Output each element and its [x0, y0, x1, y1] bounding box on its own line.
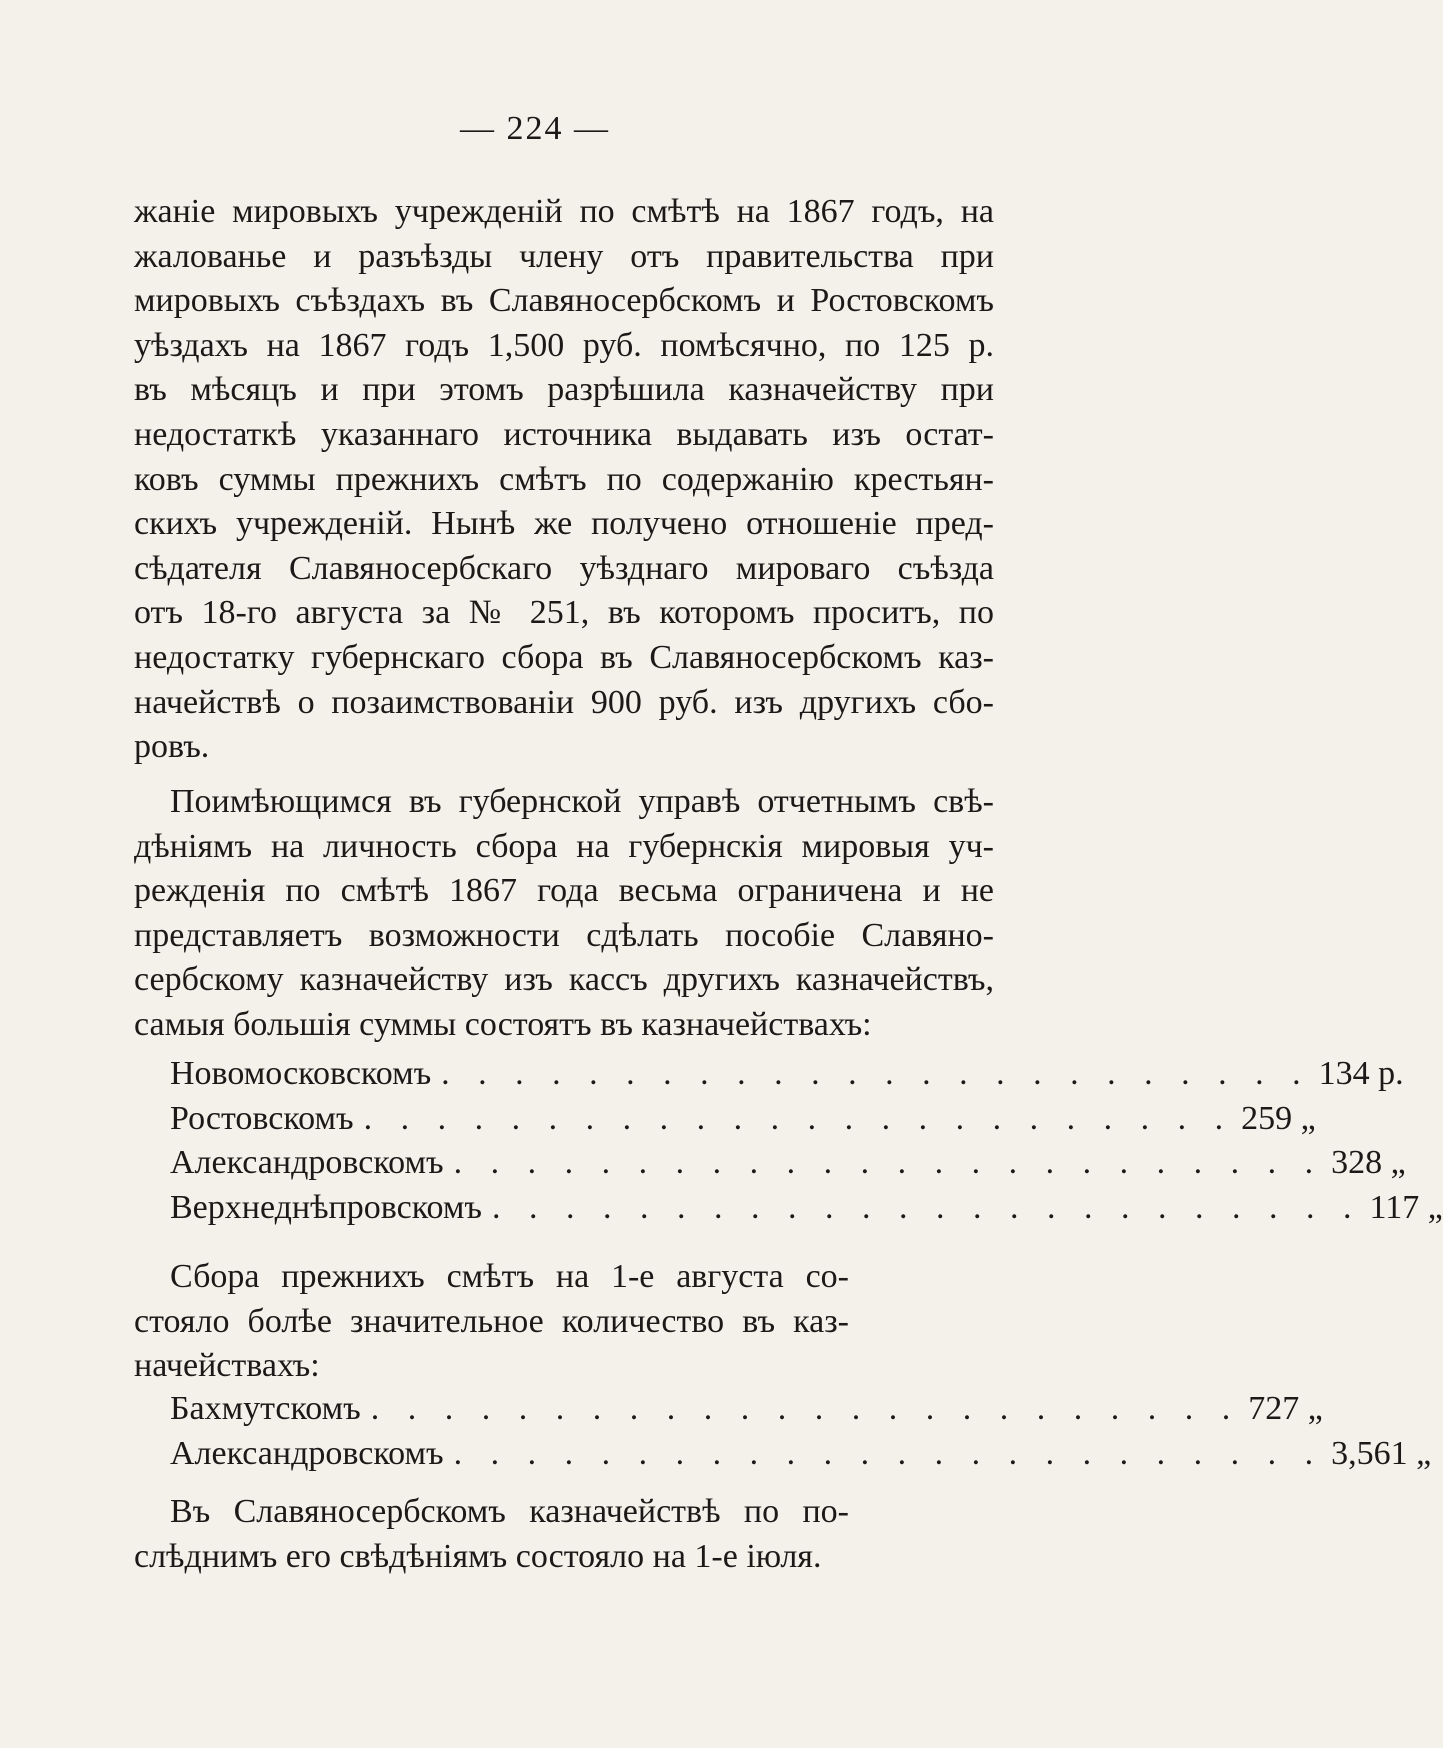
treasury-amount: 259 „ — [1241, 1099, 1316, 1137]
text-line: жалованье и разъѣзды члену отъ правительства при — [134, 237, 994, 275]
text-line: Сбора прежнихъ смѣтъ на 1-е августа со- — [170, 1258, 849, 1295]
treasury-amount: 727 „ — [1248, 1390, 1323, 1427]
paragraph-1 — [134, 190, 994, 770]
paragraph-2 — [134, 780, 994, 1048]
leader-dots: . . . . . . . . . . . . . . . . . . . . . . . . — [370, 1390, 1241, 1427]
page-number: — 224 — — [460, 110, 610, 147]
text-line: представляетъ возможности сдѣлать пособіе Славяно- — [134, 916, 994, 954]
treasury-amount: 3,561 „ — [1331, 1434, 1432, 1472]
text-line: режденія по смѣтѣ 1867 года весьма ограничена и не — [134, 872, 994, 910]
text-line: начействахъ: — [134, 1347, 320, 1385]
leader-dots: . . . . . . . . . . . . . . . . . . . . . . . . — [453, 1434, 1324, 1472]
treasury-name: Бахмутскомъ — [170, 1390, 361, 1427]
list-item — [170, 1099, 1316, 1145]
text-line: жаніе мировыхъ учрежденій по смѣтѣ на 1867 годъ, на — [134, 193, 994, 230]
treasury-name: Новомосковскомъ — [170, 1055, 432, 1092]
text-line: самыя большія суммы состоятъ въ казначействахъ: — [134, 1005, 872, 1043]
treasury-list-1 — [170, 1055, 1443, 1233]
treasury-name: Александровскомъ — [170, 1144, 444, 1182]
list-item — [170, 1390, 1323, 1435]
text-line: Поимѣющимся въ губернской управѣ отчетнымъ свѣ- — [170, 783, 994, 820]
text-line: ковъ суммы прежнихъ смѣтъ по содержанію крестьян- — [134, 460, 994, 498]
text-line: начействѣ о позаимствованіи 900 руб. изъ другихъ сбо- — [134, 683, 994, 721]
paragraph-3 — [134, 1255, 849, 1389]
treasury-amount: 134 р. — [1318, 1055, 1404, 1092]
treasury-amount: 117 „ — [1369, 1188, 1443, 1226]
text-line: отъ 18-го августа за № 251, въ которомъ проситъ, по — [134, 594, 994, 632]
treasury-amount: 328 „ — [1331, 1144, 1406, 1182]
text-line: стояло болѣе значительное количество въ каз- — [134, 1302, 849, 1340]
treasury-name: Верхнеднѣпровскомъ — [170, 1188, 482, 1226]
text-line: ровъ. — [134, 728, 210, 766]
text-line: слѣднимъ его свѣдѣніямъ состояло на 1-е іюля. — [134, 1537, 822, 1575]
leader-dots: . . . . . . . . . . . . . . . . . . . . . . . . — [441, 1055, 1311, 1092]
treasury-name: Ростовскомъ — [170, 1099, 354, 1137]
leader-dots: . . . . . . . . . . . . . . . . . . . . . . . . — [453, 1144, 1324, 1182]
text-line: въ мѣсяцъ и при этомъ разрѣшила казначейству при — [134, 371, 994, 409]
text-line: уѣздахъ на 1867 годъ 1,500 руб. помѣсячно, по 125 р. — [134, 326, 994, 364]
treasury-name: Александровскомъ — [170, 1434, 444, 1472]
text-line: недостаткѣ указаннаго источника выдавать изъ остат- — [134, 415, 994, 453]
text-line: Въ Славяносербскомъ казначействѣ по по- — [170, 1493, 849, 1530]
text-line: скихъ учрежденій. Нынѣ же получено отношеніе пред- — [134, 505, 994, 543]
leader-dots: . . . . . . . . . . . . . . . . . . . . . . . . — [491, 1188, 1362, 1226]
text-line: сѣдателя Славяносербскаго уѣзднаго мироваго съѣзда — [134, 549, 994, 587]
list-item — [170, 1188, 1443, 1234]
text-line: сербскому казначейству изъ кассъ другихъ казначействъ, — [134, 961, 994, 999]
list-item — [170, 1434, 1432, 1480]
list-item — [170, 1144, 1406, 1189]
text-line: дѣніямъ на личность сбора на губернскія мировыя уч- — [134, 827, 994, 865]
treasury-list-2 — [170, 1390, 1432, 1479]
list-item — [170, 1055, 1404, 1100]
paragraph-4 — [134, 1490, 849, 1579]
text-line: недостатку губернскаго сбора въ Славяносербскомъ каз- — [134, 638, 994, 676]
leader-dots: . . . . . . . . . . . . . . . . . . . . . . . . — [363, 1099, 1234, 1137]
text-line: мировыхъ съѣздахъ въ Славяносербскомъ и Ростовскомъ — [134, 282, 994, 320]
